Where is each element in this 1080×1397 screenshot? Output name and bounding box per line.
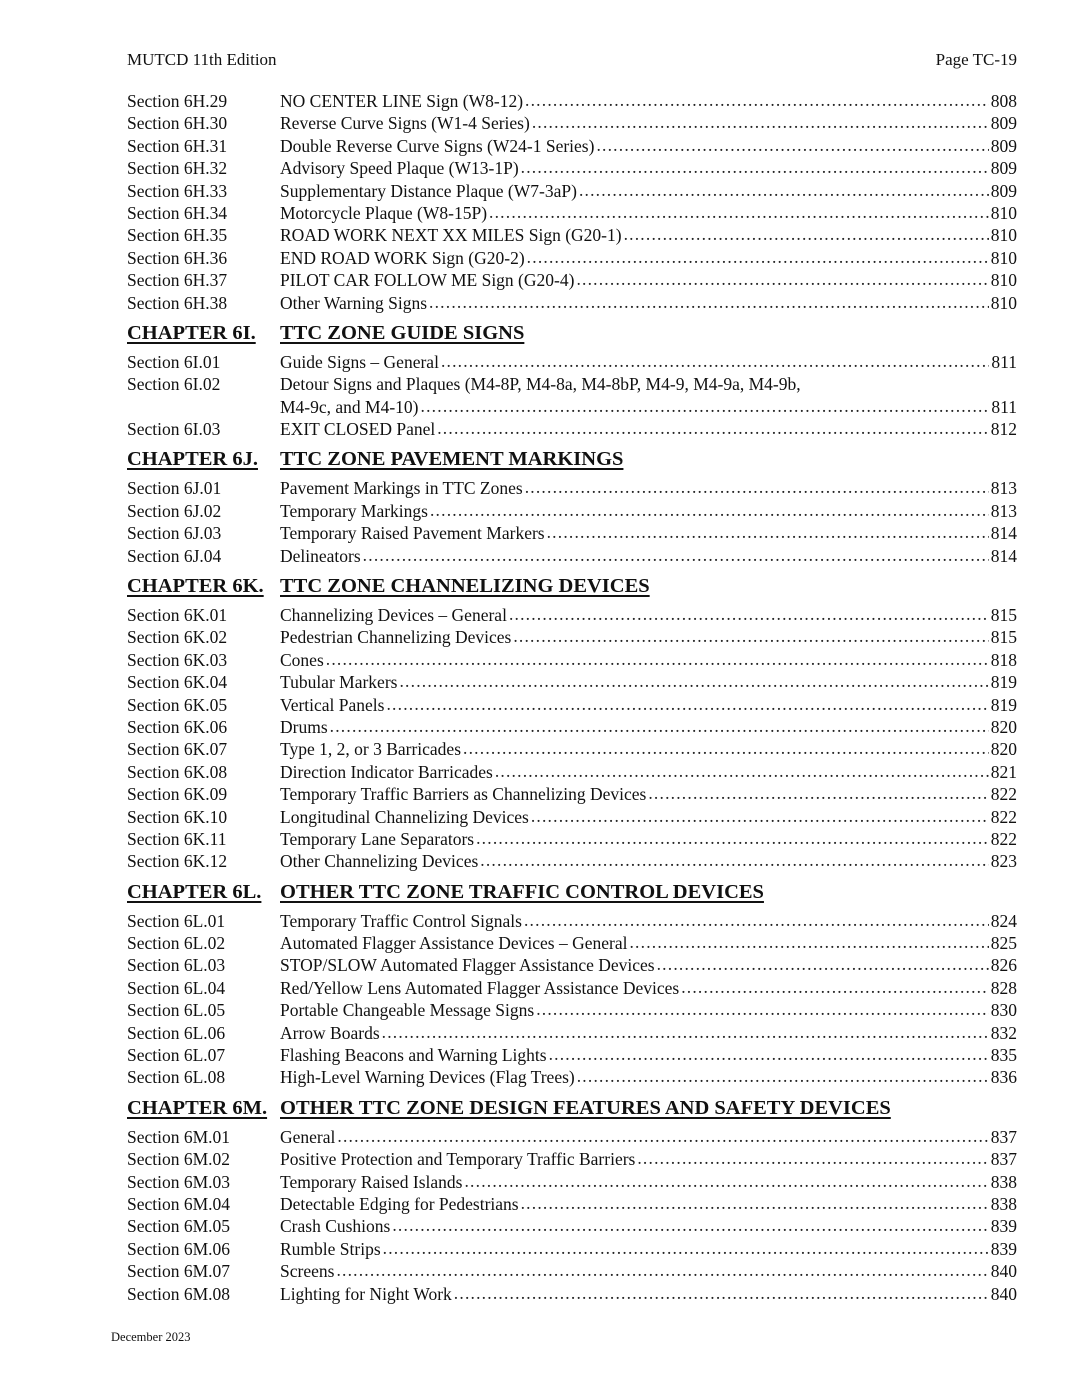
section-number: Section 6K.04 [127, 672, 228, 693]
section-number: Section 6H.29 [127, 90, 228, 111]
dot-leader [489, 201, 989, 223]
section-title: Double Reverse Curve Signs (W24-1 Series) [280, 135, 595, 156]
toc-entry[interactable] [127, 1148, 1017, 1170]
section-number: Section 6M.06 [127, 1238, 231, 1259]
section-title: Temporary Markings [280, 500, 428, 521]
toc-entry[interactable] [127, 500, 1017, 522]
section-title: High-Level Warning Devices (Flag Trees) [280, 1067, 575, 1088]
dot-leader [521, 156, 989, 178]
section-number: Section 6M.08 [127, 1283, 231, 1304]
page-number: 840 [990, 1261, 1017, 1282]
section-title: Vertical Panels [280, 694, 385, 715]
section-number: Section 6H.30 [127, 113, 228, 134]
toc-entry[interactable] [127, 738, 1017, 760]
section-title: Automated Flagger Assistance Devices – General [280, 933, 628, 954]
dot-leader [579, 179, 989, 201]
page-number: 820 [990, 716, 1017, 737]
section-title: Rumble Strips [280, 1238, 381, 1259]
section-number: Section 6L.08 [127, 1067, 226, 1088]
section-number: Section 6H.32 [127, 158, 228, 179]
toc-entry[interactable] [127, 649, 1017, 671]
section-title: Red/Yellow Lens Automated Flagger Assistance Devices [280, 977, 680, 998]
toc-entry[interactable] [127, 783, 1017, 805]
page-number: 822 [990, 806, 1017, 827]
dot-leader [330, 715, 989, 737]
toc-entry[interactable] [127, 418, 1017, 440]
toc-entry[interactable] [127, 90, 1017, 112]
section-number: Section 6K.01 [127, 605, 228, 626]
section-number: Section 6K.08 [127, 761, 228, 782]
toc-entry[interactable] [127, 1171, 1017, 1193]
dot-leader [524, 909, 989, 931]
dot-leader [383, 1237, 989, 1259]
toc-entry[interactable] [127, 910, 1017, 932]
toc-entry[interactable] [127, 1066, 1017, 1088]
chapter-number: CHAPTER 6I. [127, 321, 256, 344]
page-number: 811 [991, 396, 1017, 417]
section-title: Detectable Edging for Pedestrians [280, 1194, 519, 1214]
section-number: Section 6L.02 [127, 933, 226, 954]
header-document-title: MUTCD 11th Edition [127, 50, 277, 69]
section-title: Longitudinal Channelizing Devices [280, 806, 529, 827]
page-number: 822 [990, 784, 1017, 805]
page-number: 815 [990, 627, 1017, 648]
dot-leader [648, 782, 988, 804]
page-number: 809 [990, 135, 1017, 156]
page-number: 814 [990, 523, 1017, 544]
dot-leader [596, 134, 988, 156]
toc-entry[interactable] [127, 224, 1017, 246]
page-number: 819 [990, 694, 1017, 715]
section-number: Section 6M.05 [127, 1216, 231, 1237]
toc-entry[interactable] [127, 932, 1017, 954]
page-number: 821 [990, 761, 1017, 782]
dot-leader [386, 693, 988, 715]
section-title: Guide Signs – General [280, 351, 439, 372]
dot-leader [463, 737, 989, 759]
page-number: 818 [990, 649, 1017, 670]
dot-leader [624, 223, 989, 245]
section-number: Section 6K.07 [127, 739, 228, 760]
dot-leader [429, 291, 989, 313]
chapter-title: TTC ZONE CHANNELIZING DEVICES [280, 575, 650, 598]
toc-entry[interactable] [127, 1022, 1017, 1044]
page-number: 835 [990, 1045, 1017, 1066]
page-number: 810 [990, 202, 1017, 223]
section-title: Temporary Traffic Control Signals [280, 910, 522, 931]
section-title: Tubular Markers [280, 672, 398, 693]
toc-entry[interactable] [127, 1238, 1017, 1260]
toc-entry[interactable] [127, 135, 1017, 157]
page-number: 838 [990, 1171, 1017, 1192]
page-number: 832 [990, 1022, 1017, 1043]
toc-entry[interactable] [127, 112, 1017, 134]
toc-entry[interactable] [127, 1126, 1017, 1148]
section-title: Temporary Raised Pavement Markers [280, 523, 545, 544]
footer-date: December 2023 [111, 1330, 191, 1344]
section-title: Supplementary Distance Plaque (W7-3aP) [280, 180, 577, 201]
section-title: Direction Indicator Barricades [280, 761, 493, 782]
section-number: Section 6M.07 [127, 1261, 231, 1282]
page-number: 813 [990, 500, 1017, 521]
toc-entry[interactable] [127, 604, 1017, 626]
toc-entry[interactable] [127, 716, 1017, 738]
toc-entry[interactable] [127, 828, 1017, 850]
section-title: Cones [280, 649, 324, 670]
toc-entry[interactable] [127, 999, 1017, 1021]
dot-leader [326, 648, 989, 670]
toc-entry[interactable] [127, 1260, 1017, 1282]
toc-entry[interactable] [127, 626, 1017, 648]
toc-entry[interactable] [127, 247, 1017, 269]
section-title: Drums [280, 716, 328, 737]
dot-leader [547, 521, 989, 543]
section-number: Section 6J.02 [127, 500, 222, 521]
dot-leader [336, 1259, 988, 1281]
section-title: Pedestrian Channelizing Devices [280, 627, 512, 648]
dot-leader [525, 89, 989, 111]
chapter-number: CHAPTER 6J. [127, 448, 258, 471]
dot-leader [476, 827, 989, 849]
section-number: Section 6K.03 [127, 649, 228, 670]
page-header [127, 50, 1017, 70]
section-number: Section 6L.06 [127, 1022, 226, 1043]
dot-leader [577, 1065, 989, 1087]
section-title: STOP/SLOW Automated Flagger Assistance Devices [280, 955, 655, 976]
dot-leader [521, 1192, 989, 1214]
section-title: Lighting for Night Work [280, 1283, 452, 1304]
chapter-heading[interactable] [127, 575, 1017, 599]
toc-entry[interactable] [127, 977, 1017, 999]
page-number: 823 [990, 851, 1017, 872]
section-title: Pavement Markings in TTC Zones [280, 478, 523, 499]
table-of-contents [127, 90, 1017, 1305]
dot-leader [464, 1170, 988, 1192]
toc-entry[interactable] [127, 351, 1017, 373]
section-number: Section 6I.01 [127, 351, 221, 372]
dot-leader [392, 1214, 988, 1236]
section-number: Section 6I.02 [127, 374, 221, 395]
page-number: 812 [990, 419, 1017, 440]
toc-entry[interactable] [127, 157, 1017, 179]
toc-entry[interactable] [127, 1044, 1017, 1066]
page-number: 822 [990, 828, 1017, 849]
page-number: 836 [990, 1067, 1017, 1088]
section-title: Other Channelizing Devices [280, 851, 479, 872]
section-number: Section 6K.09 [127, 784, 228, 805]
page-number: 810 [990, 247, 1017, 268]
toc-entry[interactable] [127, 202, 1017, 224]
dot-leader [681, 976, 989, 998]
page-number: 838 [990, 1194, 1017, 1214]
dot-leader [531, 805, 989, 827]
chapter-heading[interactable] [127, 881, 1017, 905]
dot-leader [454, 1282, 989, 1304]
dot-leader [657, 953, 989, 975]
section-number: Section 6M.01 [127, 1126, 231, 1147]
chapter-heading[interactable] [127, 448, 1017, 472]
section-number: Section 6M.03 [127, 1171, 231, 1192]
chapter-title: OTHER TTC ZONE DESIGN FEATURES AND SAFETY DEVICES [280, 1096, 891, 1119]
section-title: Positive Protection and Temporary Traffic Barriers [280, 1149, 636, 1170]
page-number: 809 [990, 158, 1017, 179]
section-title: Advisory Speed Plaque (W13-1P) [280, 158, 519, 179]
toc-entry[interactable] [127, 373, 1017, 418]
toc-entry[interactable] [127, 850, 1017, 872]
section-title: Arrow Boards [280, 1022, 380, 1043]
section-title: Flashing Beacons and Warning Lights [280, 1045, 547, 1066]
section-number: Section 6H.36 [127, 247, 228, 268]
section-title: Motorcycle Plaque (W8-15P) [280, 202, 488, 223]
toc-entry[interactable] [127, 1283, 1017, 1305]
chapter-heading[interactable] [127, 1097, 1017, 1121]
section-number: Section 6K.10 [127, 806, 228, 827]
section-number: Section 6K.12 [127, 851, 228, 872]
page-number: 839 [990, 1238, 1017, 1259]
section-number: Section 6M.04 [127, 1194, 231, 1214]
page-number: 824 [990, 910, 1017, 931]
page-number: 811 [991, 351, 1017, 372]
section-title: PILOT CAR FOLLOW ME Sign (G20-4) [280, 270, 575, 291]
dot-leader [513, 625, 988, 647]
dot-leader [421, 395, 990, 417]
section-title: NO CENTER LINE Sign (W8-12) [280, 90, 524, 111]
page-number: 810 [990, 292, 1017, 313]
dot-leader [441, 350, 989, 372]
section-number: Section 6H.37 [127, 270, 228, 291]
dot-leader [430, 499, 989, 521]
section-number: Section 6H.35 [127, 225, 228, 246]
dot-leader [536, 998, 989, 1020]
chapter-number: CHAPTER 6L. [127, 880, 262, 903]
section-number: Section 6L.04 [127, 977, 226, 998]
dot-leader [527, 246, 989, 268]
page-number: 837 [990, 1149, 1017, 1170]
toc-entry[interactable] [127, 694, 1017, 716]
dot-leader [337, 1125, 988, 1147]
section-number: Section 6I.03 [127, 419, 221, 440]
section-number: Section 6H.38 [127, 292, 228, 313]
dot-leader [576, 268, 988, 290]
dot-leader [629, 931, 988, 953]
dot-leader [637, 1147, 988, 1169]
chapter-number: CHAPTER 6K. [127, 575, 264, 598]
section-title: END ROAD WORK Sign (G20-2) [280, 247, 525, 268]
section-title: Type 1, 2, or 3 Barricades [280, 739, 462, 760]
dot-leader [480, 849, 988, 871]
section-number: Section 6J.03 [127, 523, 222, 544]
section-title: EXIT CLOSED Panel [280, 419, 436, 440]
section-number: Section 6K.02 [127, 627, 228, 648]
page-number: 810 [990, 225, 1017, 246]
section-title: Delineators [280, 545, 361, 566]
page-number: 839 [990, 1216, 1017, 1237]
toc-entry[interactable] [127, 269, 1017, 291]
chapter-number: CHAPTER 6M. [127, 1096, 268, 1119]
page-number: 837 [990, 1126, 1017, 1147]
toc-entry[interactable] [127, 545, 1017, 567]
section-number: Section 6K.05 [127, 694, 228, 715]
dot-leader [549, 1043, 989, 1065]
section-title-continued: M4-9c, and M4-10) [280, 396, 419, 417]
page-number: 814 [990, 545, 1017, 566]
page-number: 820 [990, 739, 1017, 760]
page-number: 809 [990, 113, 1017, 134]
dot-leader [382, 1021, 989, 1043]
section-number: Section 6K.11 [127, 828, 227, 849]
page-number: 809 [990, 180, 1017, 201]
section-number: Section 6M.02 [127, 1149, 231, 1170]
chapter-heading[interactable] [127, 322, 1017, 346]
page-number: 830 [990, 1000, 1017, 1021]
section-number: Section 6L.01 [127, 910, 226, 931]
page-number: 815 [990, 605, 1017, 626]
dot-leader [399, 670, 988, 692]
header-page-number: Page TC-19 [935, 50, 1017, 69]
dot-leader [363, 544, 989, 566]
section-title: Reverse Curve Signs (W1-4 Series) [280, 113, 530, 134]
section-title: Portable Changeable Message Signs [280, 1000, 535, 1021]
section-title: Detour Signs and Plaques (M4-8P, M4-8a, M4-8bP, M4-9, M4-9a, M4-9b, [280, 374, 801, 395]
toc-entry[interactable] [127, 477, 1017, 499]
section-number: Section 6K.06 [127, 716, 228, 737]
section-title: Temporary Lane Separators [280, 828, 475, 849]
toc-entry[interactable] [127, 1193, 1017, 1215]
page-number: 840 [990, 1283, 1017, 1304]
section-title: Channelizing Devices – General [280, 605, 507, 626]
toc-entry[interactable] [127, 180, 1017, 202]
section-title: Screens [280, 1261, 335, 1282]
section-title: Temporary Traffic Barriers as Channelizing Devices [280, 784, 647, 805]
section-number: Section 6H.33 [127, 180, 228, 201]
toc-entry[interactable] [127, 671, 1017, 693]
section-number: Section 6L.03 [127, 955, 226, 976]
section-number: Section 6L.07 [127, 1045, 226, 1066]
chapter-title: OTHER TTC ZONE TRAFFIC CONTROL DEVICES [280, 880, 764, 903]
toc-entry[interactable] [127, 522, 1017, 544]
section-title: ROAD WORK NEXT XX MILES Sign (G20-1) [280, 225, 622, 246]
section-number: Section 6J.01 [127, 478, 222, 499]
section-title: General [280, 1126, 336, 1147]
toc-entry[interactable] [127, 955, 1017, 977]
dot-leader [525, 476, 989, 498]
dot-leader [532, 111, 989, 133]
section-number: Section 6H.31 [127, 135, 228, 156]
section-number: Section 6L.05 [127, 1000, 226, 1021]
section-number: Section 6J.04 [127, 545, 222, 566]
dot-leader [437, 417, 989, 439]
page-number: 810 [990, 270, 1017, 291]
page-number: 828 [990, 977, 1017, 998]
section-title: Temporary Raised Islands [280, 1171, 463, 1192]
chapter-title: TTC ZONE GUIDE SIGNS [280, 321, 525, 344]
section-title: Crash Cushions [280, 1216, 391, 1237]
page-number: 826 [990, 955, 1017, 976]
section-title: Other Warning Signs [280, 292, 428, 313]
page-number: 825 [990, 933, 1017, 954]
toc-entry[interactable] [127, 761, 1017, 783]
toc-entry[interactable] [127, 806, 1017, 828]
toc-entry[interactable] [127, 292, 1017, 314]
section-number: Section 6H.34 [127, 202, 228, 223]
chapter-title: TTC ZONE PAVEMENT MARKINGS [280, 448, 624, 471]
toc-entry[interactable] [127, 1215, 1017, 1237]
page-number: 819 [990, 672, 1017, 693]
dot-leader [509, 603, 989, 625]
dot-leader [495, 760, 989, 782]
page-number: 813 [990, 478, 1017, 499]
page-number: 808 [990, 90, 1017, 111]
